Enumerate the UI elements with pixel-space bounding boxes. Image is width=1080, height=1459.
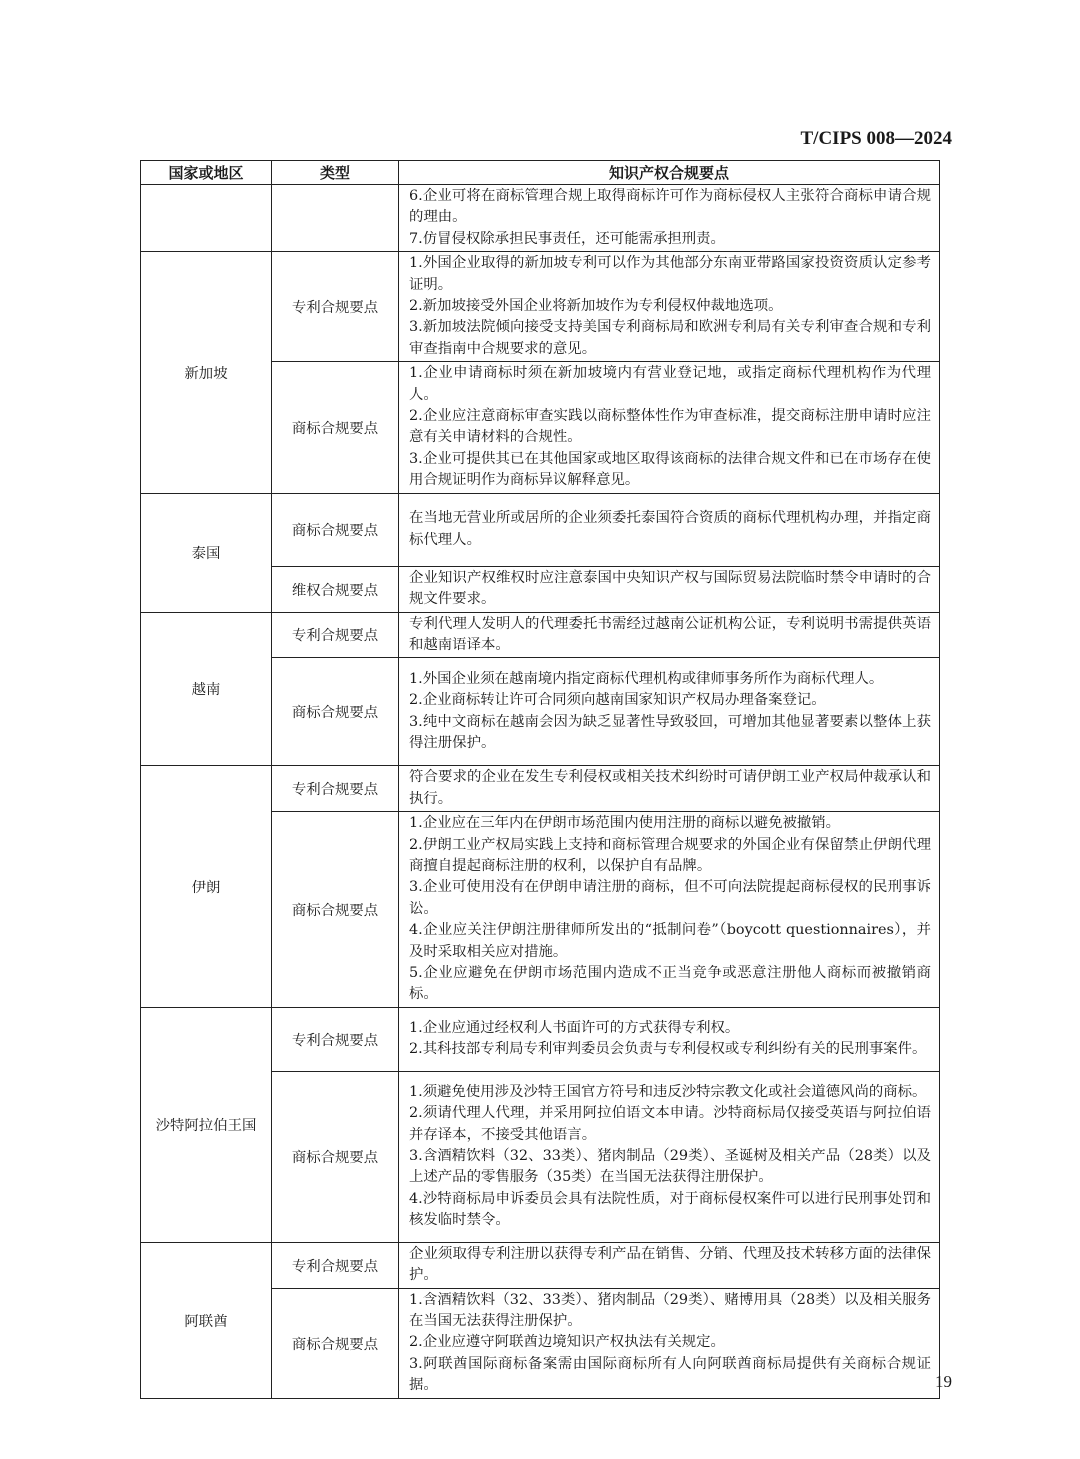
point-line: 企业知识产权维权时应注意泰国中央知识产权与国际贸易法院临时禁令申请时的合规文件要求。: [409, 569, 931, 608]
ip-compliance-table: [140, 160, 940, 1399]
header-type: 类型: [272, 161, 399, 185]
region-cell: 伊朗: [141, 766, 272, 1007]
table-row: [141, 252, 940, 362]
page-number: 19: [935, 1372, 952, 1391]
region-cell: 新加坡: [141, 252, 272, 493]
type-cell: 专利合规要点: [272, 766, 399, 812]
document-id: T/CIPS 008—2024: [800, 128, 952, 149]
point-line: 2.新加坡接受外国企业将新加坡作为专利侵权仲裁地选项。: [409, 298, 783, 315]
point-line: 1.外国企业取得的新加坡专利可以作为其他部分东南亚带路国家投资资质认定参考证明。: [409, 255, 931, 293]
point-line: 1.企业应通过经权利人书面许可的方式获得专利权。: [409, 1019, 740, 1036]
table-row: [141, 1242, 940, 1288]
points-cell: [399, 493, 940, 566]
point-line: 4.企业应关注伊朗注册律师所发出的“抵制问卷”（boycott questionnaires），并及时采取相关应对措施。: [409, 922, 931, 960]
type-cell: 商标合规要点: [272, 658, 399, 766]
point-line: 3.企业可提供其已在其他国家或地区取得该商标的法律合规文件和已在市场存在使用合规证明作为商标异议解释意见。: [409, 450, 931, 489]
point-line: 2.伊朗工业产权局实践上支持和商标管理合规要求的外国企业有保留禁止伊朗代理商擅自提起商标注册的权利，以保护自有品牌。: [409, 836, 931, 874]
table-row: [141, 1007, 940, 1071]
table-row: [141, 493, 940, 566]
point-line: 2.须请代理人代理，并采用阿拉伯语文本申请。沙特商标局仅接受英语与阿拉伯语并存译本，不接受其他语言。: [409, 1105, 931, 1143]
points-cell: [399, 252, 940, 362]
point-line: 专利代理人发明人的代理委托书需经过越南公证机构公证，专利说明书需提供英语和越南语译本。: [409, 615, 931, 653]
table-row: [141, 612, 940, 658]
type-cell: 专利合规要点: [272, 612, 399, 658]
point-line: 3.新加坡法院倾向接受支持美国专利商标局和欧洲专利局有关专利审查合规和专利审查指南中合规要求的意见。: [409, 319, 931, 357]
points-cell: [399, 612, 940, 658]
point-line: 符合要求的企业在发生专利侵权或相关技术纠纷时可请伊朗工业产权局仲裁承认和执行。: [409, 769, 931, 807]
type-cell: 商标合规要点: [272, 493, 399, 566]
points-cell: [399, 1071, 940, 1242]
region-cell: 沙特阿拉伯王国: [141, 1007, 272, 1242]
header-region: 国家或地区: [141, 161, 272, 185]
region-cell: 越南: [141, 612, 272, 766]
point-line: 在当地无营业所或居所的企业须委托泰国符合资质的商标代理机构办理，并指定商标代理人。: [409, 510, 931, 548]
point-line: 2.企业应注意商标审查实践以商标整体性作为审查标准，提交商标注册申请时应注意有关申请材料的合规性。: [409, 408, 931, 446]
point-line: 3.企业可使用没有在伊朗申请注册的商标，但不可向法院提起商标侵权的民刑事诉讼。: [409, 879, 931, 917]
points-cell: [399, 566, 940, 612]
type-cell: 商标合规要点: [272, 362, 399, 493]
point-line: 3.纯中文商标在越南会因为缺乏显著性导致驳回，可增加其他显著要素以整体上获得注册保护。: [409, 713, 931, 752]
type-cell: 商标合规要点: [272, 812, 399, 1008]
points-cell: [399, 362, 940, 493]
point-line: 1.企业申请商标时须在新加坡境内有营业登记地，或指定商标代理机构作为代理人。: [409, 365, 931, 403]
region-cell: [141, 185, 272, 252]
point-line: 企业须取得专利注册以获得专利产品在销售、分销、代理及技术转移方面的法律保护。: [409, 1245, 931, 1284]
point-line: 1.企业应在三年内在伊朗市场范围内使用注册的商标以避免被撤销。: [409, 815, 841, 832]
point-line: 4.沙特商标局申诉委员会具有法院性质，对于商标侵权案件可以进行民刑事处罚和核发临时禁令。: [409, 1190, 931, 1229]
table-row: [141, 766, 940, 812]
type-cell: 专利合规要点: [272, 1007, 399, 1071]
point-line: 1.须避免使用涉及沙特王国官方符号和违反沙特宗教文化或社会道德风尚的商标。: [409, 1083, 927, 1100]
points-cell: [399, 1007, 940, 1071]
type-cell: 专利合规要点: [272, 252, 399, 362]
table-header-row: [141, 161, 940, 185]
type-cell: 维权合规要点: [272, 566, 399, 612]
point-line: 1.外国企业须在越南境内指定商标代理机构或律师事务所作为商标代理人。: [409, 671, 884, 687]
point-line: 2.企业商标转让许可合同须向越南国家知识产权局办理备案登记。: [409, 692, 826, 709]
points-cell: [399, 1288, 940, 1398]
type-cell: 商标合规要点: [272, 1288, 399, 1398]
type-cell: [272, 185, 399, 252]
point-line: 3.阿联酋国际商标备案需由国际商标所有人向阿联酋商标局提供有关商标合规证据。: [409, 1355, 931, 1394]
points-cell: [399, 766, 940, 812]
points-cell: [399, 812, 940, 1008]
type-cell: 商标合规要点: [272, 1071, 399, 1242]
point-line: 1.含酒精饮料（32、33类）、猪肉制品（29类）、赌博用具（28类）以及相关服务在当国无法获得注册保护。: [409, 1291, 931, 1329]
region-cell: 阿联酋: [141, 1242, 272, 1398]
point-line: 2.其科技部专利局专利审判委员会负责与专利侵权或专利纠纷有关的民刑事案件。: [409, 1041, 927, 1058]
point-line: 6.企业可将在商标管理合规上取得商标许可作为商标侵权人主张符合商标申请合规的理由。: [409, 188, 931, 226]
point-line: 7.仿冒侵权除承担民事责任，还可能需承担刑责。: [409, 230, 725, 247]
points-cell: [399, 185, 940, 252]
point-line: 3.含酒精饮料（32、33类）、猪肉制品（29类）、圣诞树及相关产品（28类）以及上述产品的零售服务（35类）在当国无法获得注册保护。: [409, 1148, 931, 1186]
point-line: 2.企业应遵守阿联酋边境知识产权执法有关规定。: [409, 1334, 725, 1351]
type-cell: 专利合规要点: [272, 1242, 399, 1288]
point-line: 5.企业应避免在伊朗市场范围内造成不正当竞争或恶意注册他人商标而被撤销商标。: [409, 964, 931, 1003]
header-points: 知识产权合规要点: [399, 161, 940, 185]
points-cell: [399, 658, 940, 766]
table-row: [141, 185, 940, 252]
points-cell: [399, 1242, 940, 1288]
region-cell: 泰国: [141, 493, 272, 612]
